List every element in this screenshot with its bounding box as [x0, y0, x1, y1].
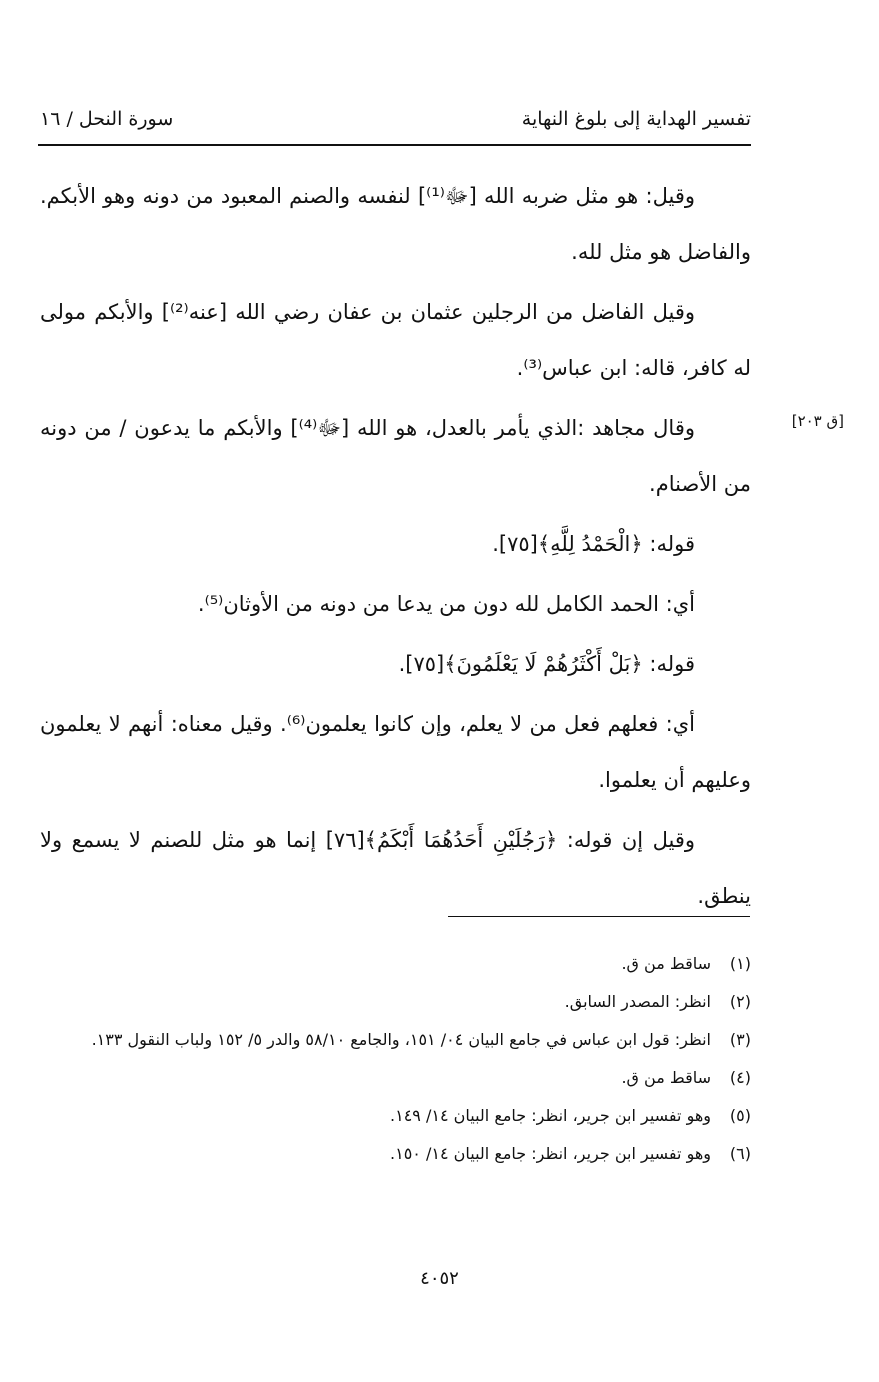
footnote-text: وهو تفسير ابن جرير، انظر: جامع البيان ١٤/ ١٤٩. [390, 1106, 711, 1125]
footnotes [40, 948, 751, 1176]
footnote-number: (٦) [729, 1144, 751, 1163]
footnote-number: (٥) [729, 1106, 751, 1125]
footnote [40, 948, 751, 980]
footnote [40, 1138, 751, 1170]
page-number: ٤٠٥٢ [420, 1268, 459, 1289]
footnote [40, 1100, 751, 1132]
paragraph: قوله: ﴿بَلْ أَكْثَرُهُمْ لَا يَعْلَمُونَ﴾[٧٥]. [398, 652, 695, 676]
paragraph: قوله: ﴿الْحَمْدُ لِلَّهِ﴾[٧٥]. [492, 532, 695, 556]
footnote-text: انظر: قول ابن عباس في جامع البيان ٠٤/ ١٥١، والجامع ٥٨/١٠ والدر ٥/ ١٥٢ ولباب النقول ١٣٣. [91, 1030, 711, 1049]
header-divider [38, 144, 751, 146]
running-header [40, 108, 751, 138]
footnote-text: ساقط من ق. [621, 954, 711, 973]
footnote-text: انظر: المصدر السابق. [564, 992, 711, 1011]
footnote-number: (٤) [729, 1068, 751, 1087]
manuscript-folio-marker: [ق ٢٠٣] [791, 412, 844, 430]
paragraph: أي: الحمد الكامل لله دون من يدعا من دونه من الأوثان⁽⁵⁾. [197, 592, 695, 616]
footnote [40, 986, 751, 1018]
sura-title: سورة النحل / ١٦ [40, 108, 174, 130]
footnote-number: (٣) [729, 1030, 751, 1049]
footnote-number: (١) [729, 954, 751, 973]
paragraph: وقيل الفاضل من الرجلين عثمان بن عفان رضي الله [عنه⁽²⁾] والأبكم مولى له كافر، قاله: ابن عباس⁽³⁾. [40, 300, 751, 380]
footnote-number: (٢) [729, 992, 751, 1011]
paragraph: وقيل إن قوله: ﴿رَجُلَيْنِ أَحَدُهُمَا أَبْكَمُ﴾[٧٦] إنما هو مثل للصنم لا يسمع ولا ينطق. [40, 828, 751, 908]
paragraph: أي: فعلهم فعل من لا يعلم، وإن كانوا يعلمون⁽⁶⁾. وقيل معناه: أنهم لا يعلمون وعليهم أن يعلموا. [40, 712, 751, 792]
main-text [40, 168, 751, 928]
paragraph: وقال مجاهد :الذي يأمر بالعدل، هو الله [ﷻ⁽⁴⁾] والأبكم ما يدعون / من دونه من الأصنام. [40, 416, 751, 496]
book-title: تفسير الهداية إلى بلوغ النهاية [521, 108, 751, 130]
footnote-text: وهو تفسير ابن جرير، انظر: جامع البيان ١٤/ ١٥٠. [390, 1144, 711, 1163]
paragraph: وقيل: هو مثل ضربه الله [ﷻ⁽¹⁾] لنفسه والصنم المعبود من دونه وهو الأبكم. والفاضل هو مثل لله. [40, 184, 751, 264]
footnote [40, 1024, 751, 1056]
footnote [40, 1062, 751, 1094]
footnote-text: ساقط من ق. [621, 1068, 711, 1087]
footnote-divider [448, 916, 750, 917]
